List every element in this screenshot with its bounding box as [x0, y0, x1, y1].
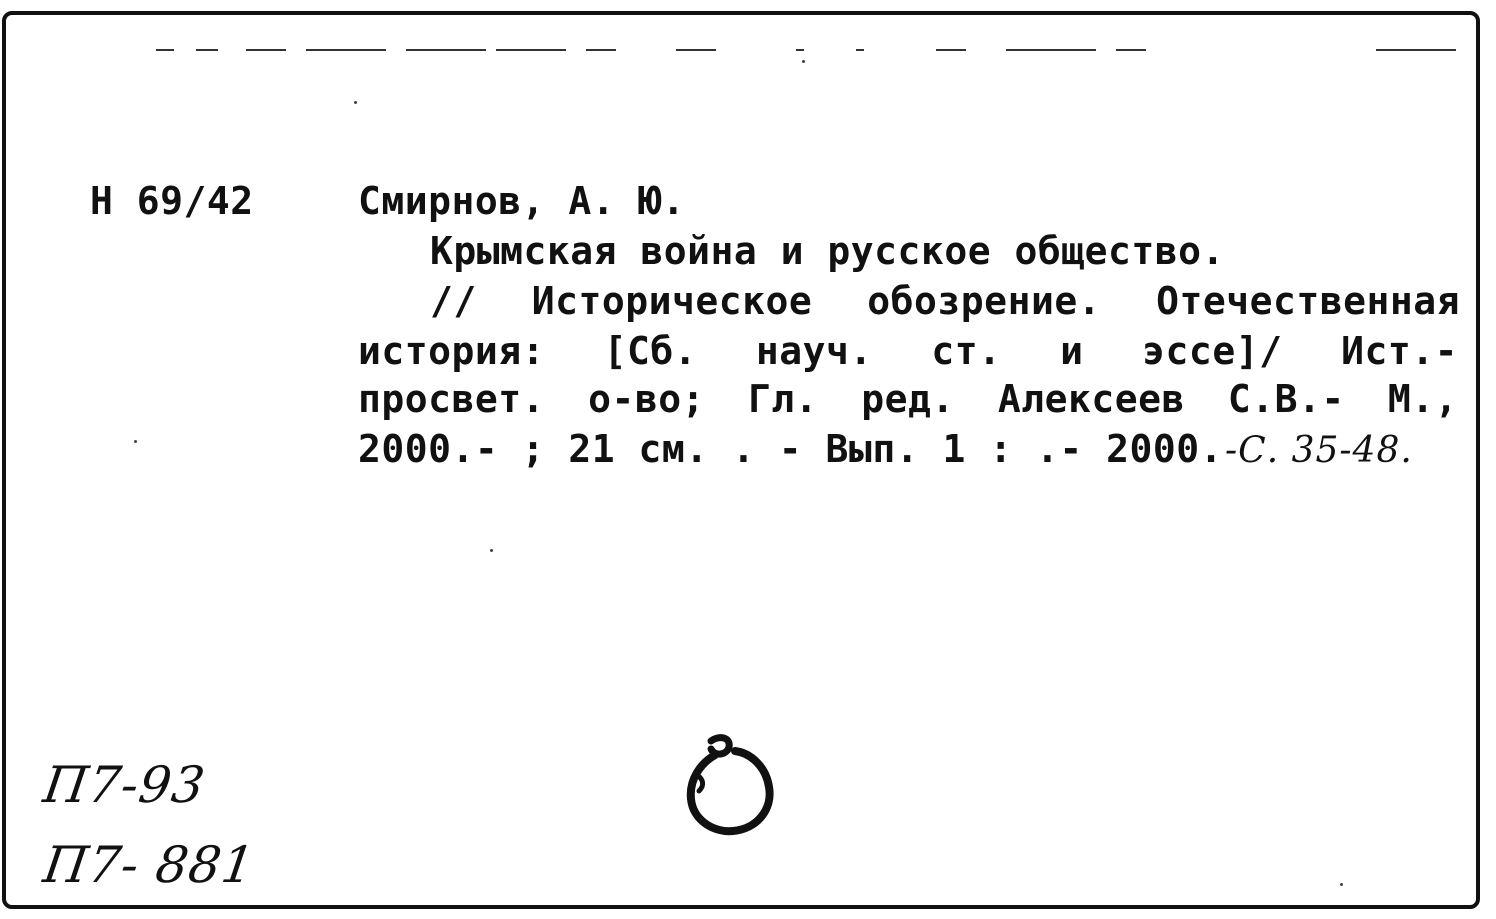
speck	[1340, 883, 1343, 886]
speck	[134, 440, 137, 443]
handwritten-note: П7- 881	[39, 836, 259, 894]
description-line-text: 2000.- ; 21 см. . - Вып. 1 : .- 2000.	[358, 427, 1223, 471]
shelfmark: Н 69/42	[90, 179, 254, 223]
speck	[354, 101, 357, 104]
handwritten-note: П7-93	[39, 756, 210, 814]
top-perforation-dashes	[156, 48, 1466, 52]
author-heading: Смирнов, А. Ю.	[358, 179, 686, 223]
speck	[490, 549, 493, 552]
catalog-card	[2, 11, 1480, 909]
handwritten-pages: -С. 35-48.	[1224, 430, 1413, 471]
description-line: просвет. о-во; Гл. ред. Алексеев С.В.- М.,	[358, 377, 1458, 421]
description-line-last	[358, 425, 1413, 475]
work-title: Крымская война и русское общество.	[430, 229, 1225, 273]
description-line: // Историческое обозрение. Отечественная	[430, 279, 1460, 323]
library-stamp-circle-icon	[671, 729, 787, 845]
speck	[802, 60, 805, 63]
description-line: история: [Сб. науч. ст. и эссе]/ Ист.-	[358, 329, 1458, 373]
